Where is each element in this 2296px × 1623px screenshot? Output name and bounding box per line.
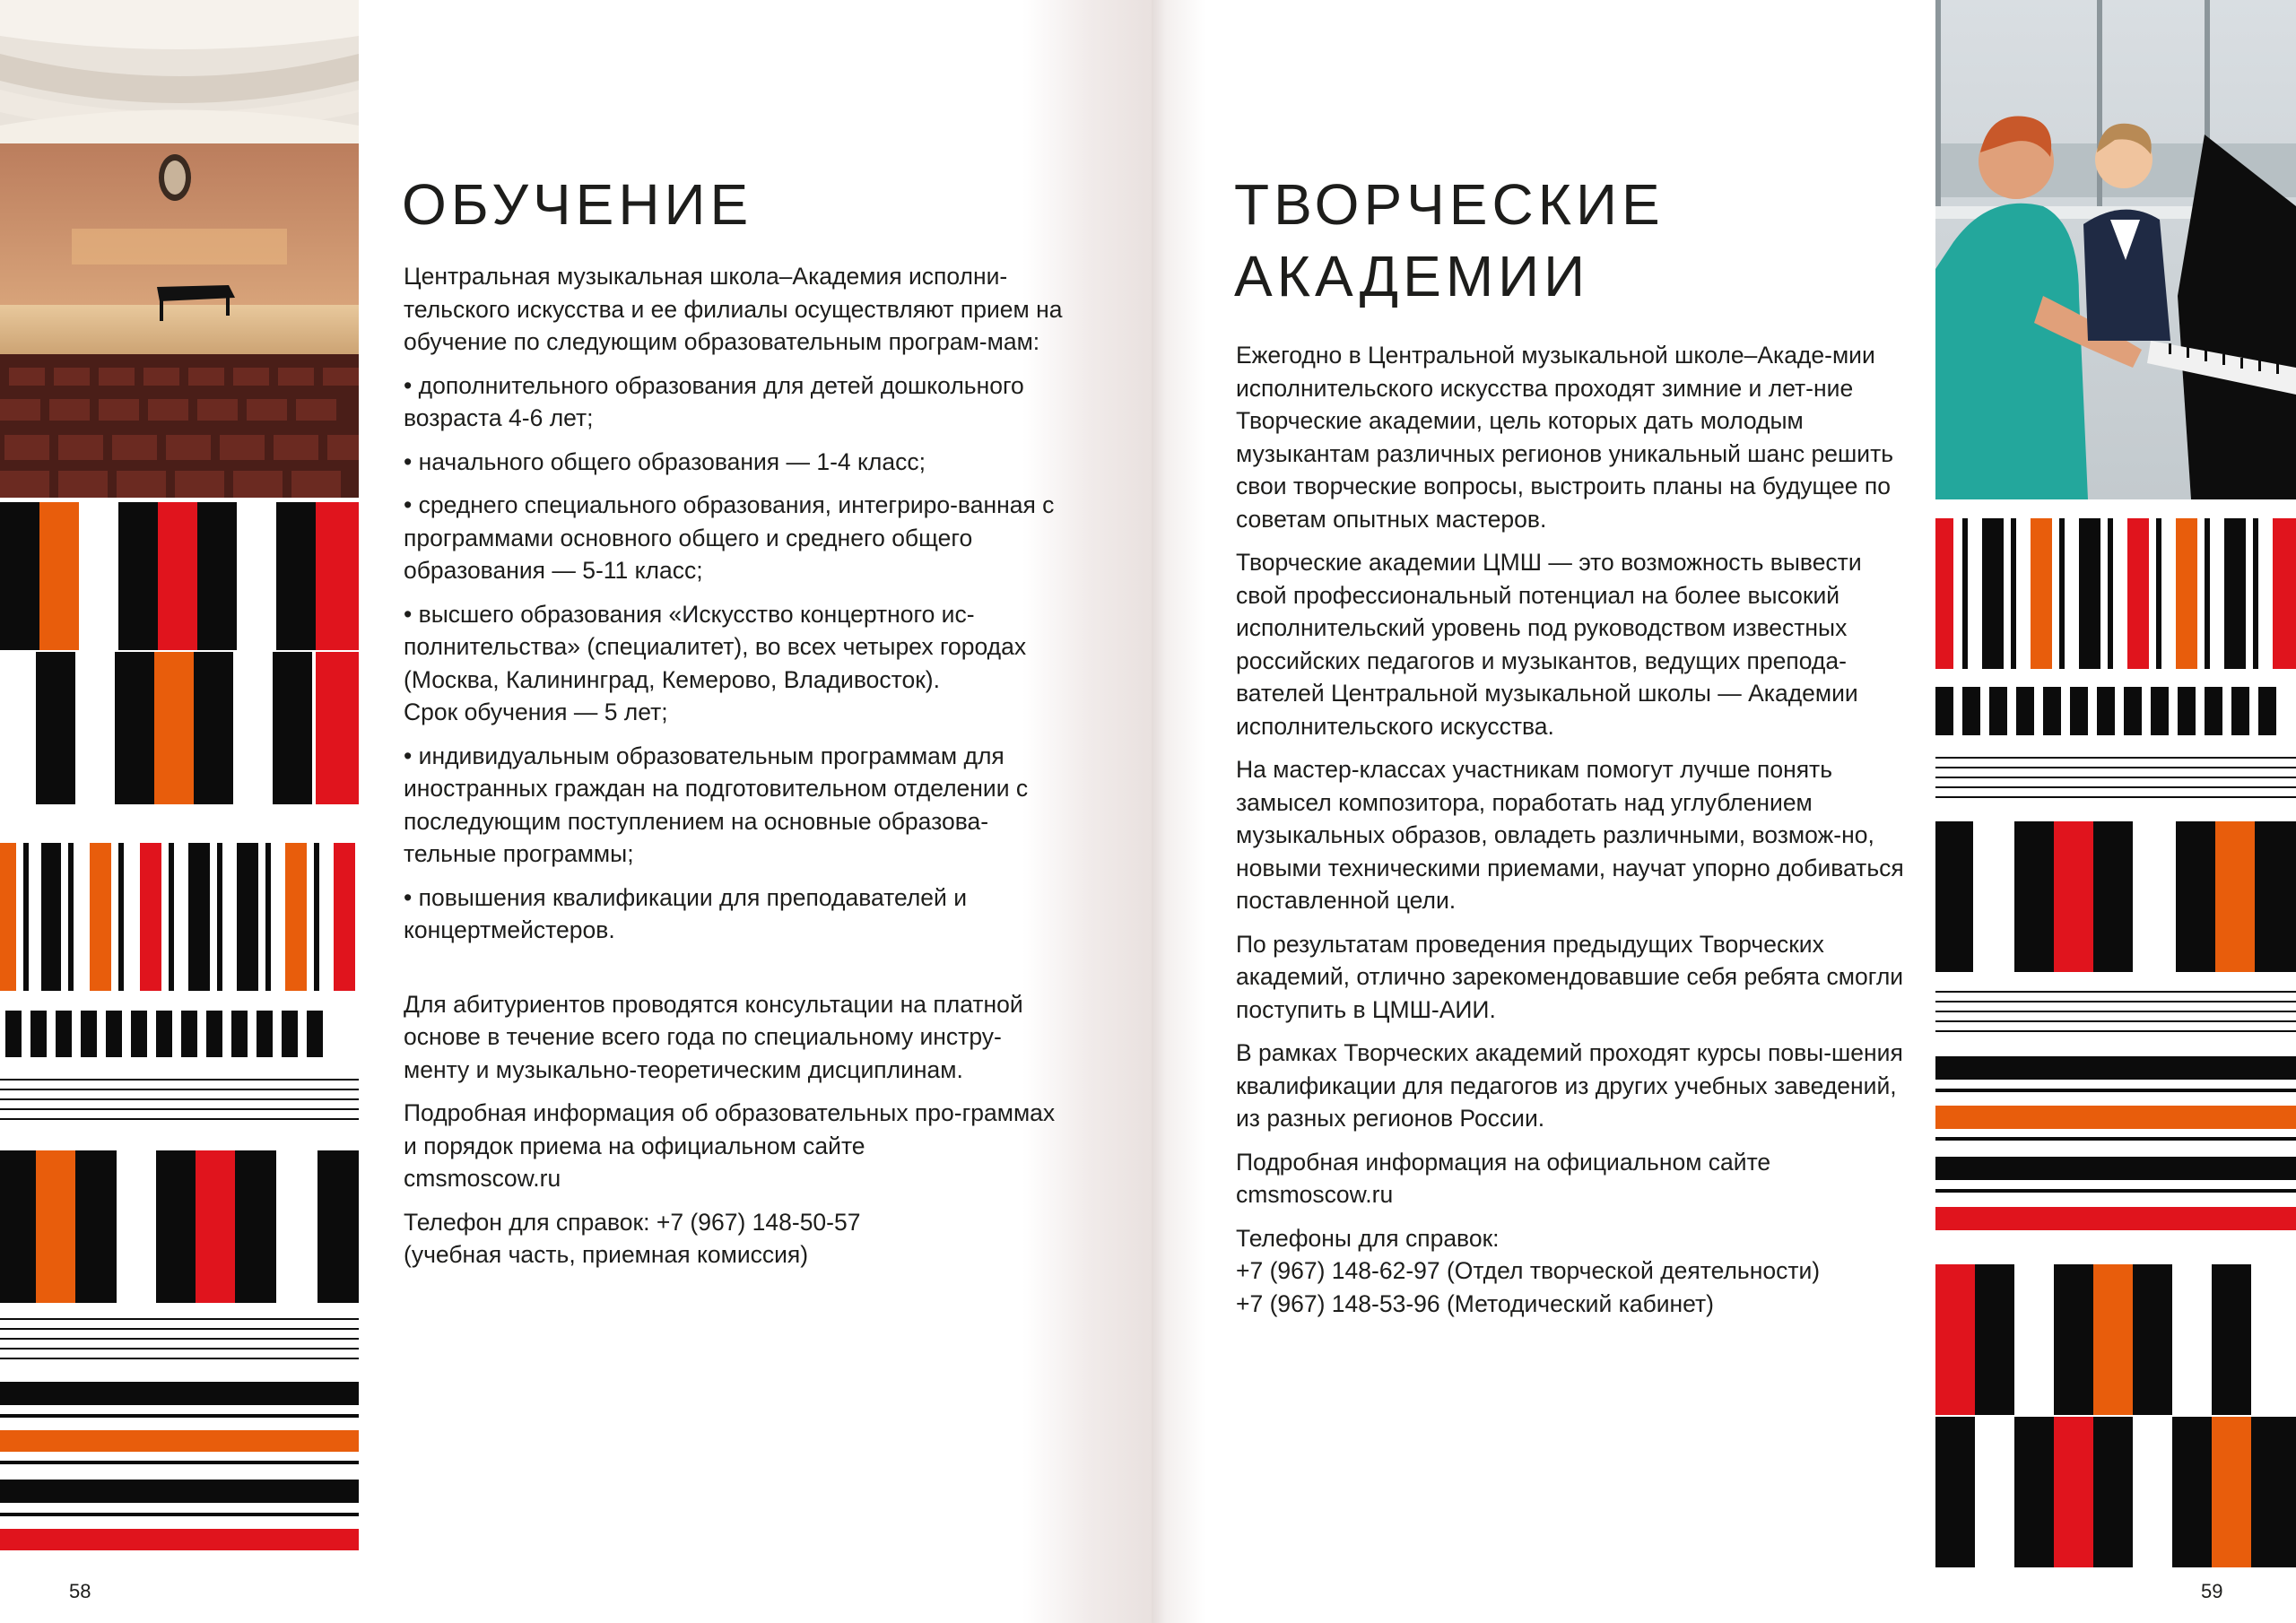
program-item: • высшего образования «Искусство концертного ис-полнительства» (специалитет), во всех четырех городах (Москва, Калининград, Кемерово, Владивосток).: [404, 600, 1027, 693]
program-item: • дополнительного образования для детей дошкольного возраста 4-6 лет;: [404, 371, 1024, 431]
program-item: • повышения квалификации для преподавателей и концертмейстеров.: [404, 883, 968, 943]
phone-note: (учебная часть, приемная комиссия): [404, 1241, 809, 1268]
page-number: 59: [2201, 1580, 2223, 1602]
education-intro: Центральная музыкальная школа–Академия исполни-тельского искусства и ее филиалы осуществляют прием на обучение по следующим образовательным програм-мам:: [404, 263, 1063, 355]
academies-text: [1236, 339, 1909, 1331]
page-number: 58: [69, 1580, 91, 1602]
education-text: [404, 260, 1067, 1282]
phone-text: +7 (967) 148-62-97 (Отдел творческой деятельности): [1236, 1257, 1821, 1284]
website-link[interactable]: cmsmoscow.ru: [1236, 1181, 1394, 1208]
page-heading-education: ОБУЧЕНИЕ: [402, 172, 753, 237]
heading-line: ТВОРЧЕСКИЕ: [1234, 172, 1665, 237]
consultation-text: Для абитуриентов проводятся консультации на платной основе в течение всего года по специальному инстру-менту и музыкально-теоретическим дисциплинам.: [404, 990, 1023, 1083]
program-item: • начального общего образования — 1-4 класс;: [404, 447, 926, 475]
phones-label: Телефоны для справок:: [1236, 1224, 1500, 1252]
stripe-pattern-right: [1935, 511, 2296, 1569]
info-text: Подробная информация на официальном сайте: [1236, 1148, 1771, 1176]
program-item: Срок обучения — 5 лет;: [404, 699, 668, 725]
program-item: • индивидуальным образовательным программам для иностранных граждан на подготовительном отделении с последующим поступлением на основные образова-тельные программы;: [404, 742, 1029, 867]
piano-lesson-photo: [1935, 0, 2296, 499]
academies-paragraph: На мастер-классах участникам помогут лучше понять замысел композитора, поработать над углублением музыкальных образов, овладеть различными, возмож-но, новыми техническими приемами, научат упорно добиваться поставленной цели.: [1236, 756, 1904, 914]
info-text: Подробная информация об образовательных про-граммах и порядок приема на официальном сайте: [404, 1099, 1056, 1159]
concert-hall-photo: [0, 0, 359, 498]
stripe-pattern-left: [0, 498, 359, 1556]
academies-paragraph: Творческие академии ЦМШ — это возможность вывести свой профессиональный потенциал на более высокий исполнительский уровень под руководством известных российских педагогов и музыкантов, ведущих препода-вателей Центральной музыкальной школы — Академии исполнительского искусства.: [1236, 549, 1862, 740]
website-link[interactable]: cmsmoscow.ru: [404, 1165, 561, 1192]
paragraph-gap: [404, 958, 1067, 988]
academies-paragraph: По результатам проведения предыдущих Творческих академий, отлично зарекомендовавшие себя ребята смогли поступить в ЦМШ-АИИ.: [1236, 930, 1904, 1023]
academies-paragraph: Ежегодно в Центральной музыкальной школе–Акаде-мии исполнительского искусства проходят зимние и лет-ние Творческие академии, цель которых дать молодым музыкантам различных регионов уникальный шанс решить свои творческие вопросы, выстроить планы на будущее по советам опытных мастеров.: [1236, 342, 1894, 533]
right-page: [1152, 0, 2296, 1623]
program-item: • среднего специального образования, интегриро-ванная с программами основного общего и среднего общего образования — 5-11 класс;: [404, 491, 1055, 584]
phone-text: +7 (967) 148-53-96 (Методический кабинет): [1236, 1289, 1715, 1317]
academies-paragraph: В рамках Творческих академий проходят курсы повы-шения квалификации для педагогов из других учебных заведений, из разных регионов России.: [1236, 1039, 1903, 1132]
phone-text: Телефон для справок: +7 (967) 148-50-57: [404, 1208, 861, 1236]
page-heading-academies: [1234, 169, 1665, 312]
heading-line: АКАДЕМИИ: [1234, 244, 1590, 308]
